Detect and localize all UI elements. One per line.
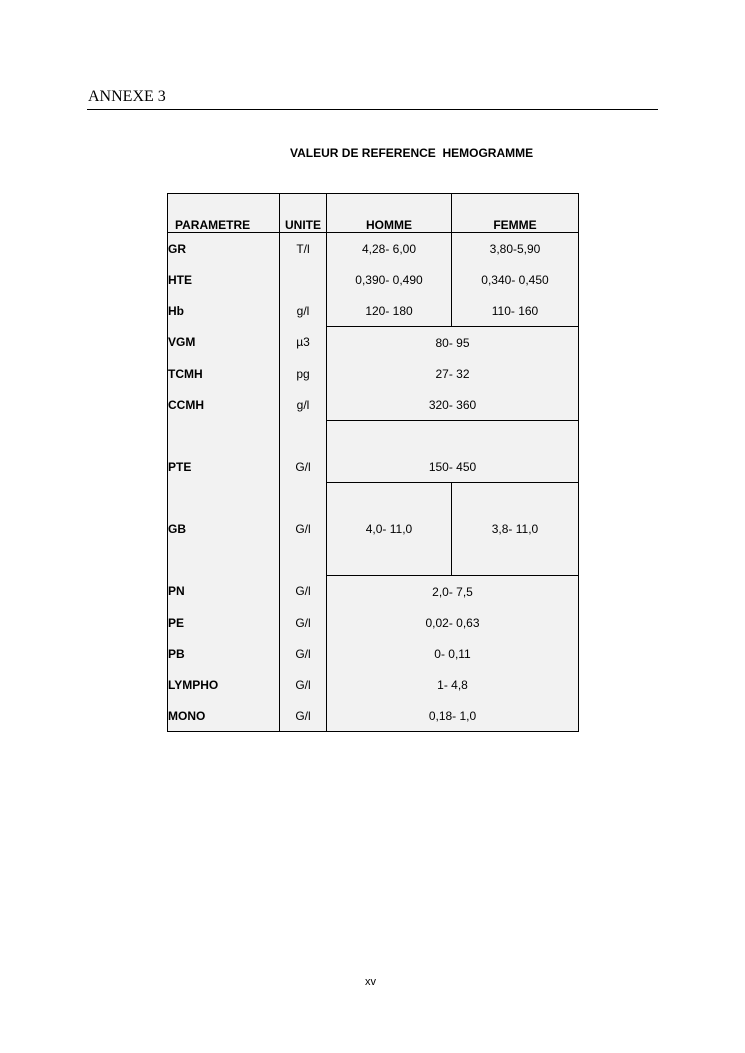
unit-cell: G/l [280, 638, 327, 669]
unit-cell: G/l [280, 483, 327, 576]
femme-value: 0,340- 0,450 [452, 264, 579, 295]
header-homme: HOMME [327, 194, 452, 233]
unit-cell: g/l [280, 389, 327, 421]
table-title: VALEUR DE REFERENCE HEMOGRAMME [290, 146, 534, 160]
homme-value: 0,390- 0,490 [327, 264, 452, 295]
homme-value: 120- 180 [327, 295, 452, 327]
param-cell: PTE [168, 421, 280, 483]
combined-value: 0,18- 1,0 [327, 700, 579, 732]
table-row [168, 421, 579, 483]
table-row [168, 483, 579, 576]
combined-value: 0,02- 0,63 [327, 607, 579, 638]
combined-value: 27- 32 [327, 358, 579, 389]
table-row [168, 700, 579, 732]
param-cell: PB [168, 638, 280, 669]
unit-cell: T/l [280, 233, 327, 265]
param-cell: TCMH [168, 358, 280, 389]
table-row [168, 389, 579, 421]
header-femme: FEMME [452, 194, 579, 233]
param-cell: CCMH [168, 389, 280, 421]
table-row [168, 233, 579, 265]
homme-value: 4,28- 6,00 [327, 233, 452, 265]
unit-cell: G/l [280, 421, 327, 483]
table-row [168, 295, 579, 327]
femme-value: 110- 160 [452, 295, 579, 327]
combined-value: 2,0- 7,5 [327, 576, 579, 608]
unit-cell: G/l [280, 576, 327, 608]
table-row [168, 327, 579, 359]
unit-cell: µ3 [280, 327, 327, 359]
table-row [168, 358, 579, 389]
combined-value: 80- 95 [327, 327, 579, 359]
unit-cell [280, 264, 327, 295]
unit-cell: G/l [280, 607, 327, 638]
annex-heading: ANNEXE 3 [88, 88, 166, 105]
header-unite: UNITE [280, 194, 327, 233]
table-row [168, 638, 579, 669]
table-row [168, 576, 579, 608]
param-cell: GB [168, 483, 280, 576]
param-cell: VGM [168, 327, 280, 359]
heading-rule [87, 109, 658, 110]
param-cell: GR [168, 233, 280, 265]
unit-cell: G/l [280, 700, 327, 732]
param-cell: PE [168, 607, 280, 638]
combined-value: 0- 0,11 [327, 638, 579, 669]
femme-value: 3,80-5,90 [452, 233, 579, 265]
table-header-row [168, 194, 579, 233]
unit-cell: pg [280, 358, 327, 389]
unit-cell: g/l [280, 295, 327, 327]
param-cell: Hb [168, 295, 280, 327]
table-row [168, 264, 579, 295]
reference-table [167, 193, 579, 732]
table-row [168, 669, 579, 700]
unit-cell: G/l [280, 669, 327, 700]
param-cell: LYMPHO [168, 669, 280, 700]
param-cell: HTE [168, 264, 280, 295]
femme-value: 3,8- 11,0 [452, 483, 579, 576]
param-cell: PN [168, 576, 280, 608]
combined-value: 150- 450 [327, 421, 579, 483]
combined-value: 320- 360 [327, 389, 579, 421]
combined-value: 1- 4,8 [327, 669, 579, 700]
param-cell: MONO [168, 700, 280, 732]
table-row [168, 607, 579, 638]
homme-value: 4,0- 11,0 [327, 483, 452, 576]
header-parametre: PARAMETRE [168, 194, 280, 233]
page-number: xv [365, 976, 376, 988]
